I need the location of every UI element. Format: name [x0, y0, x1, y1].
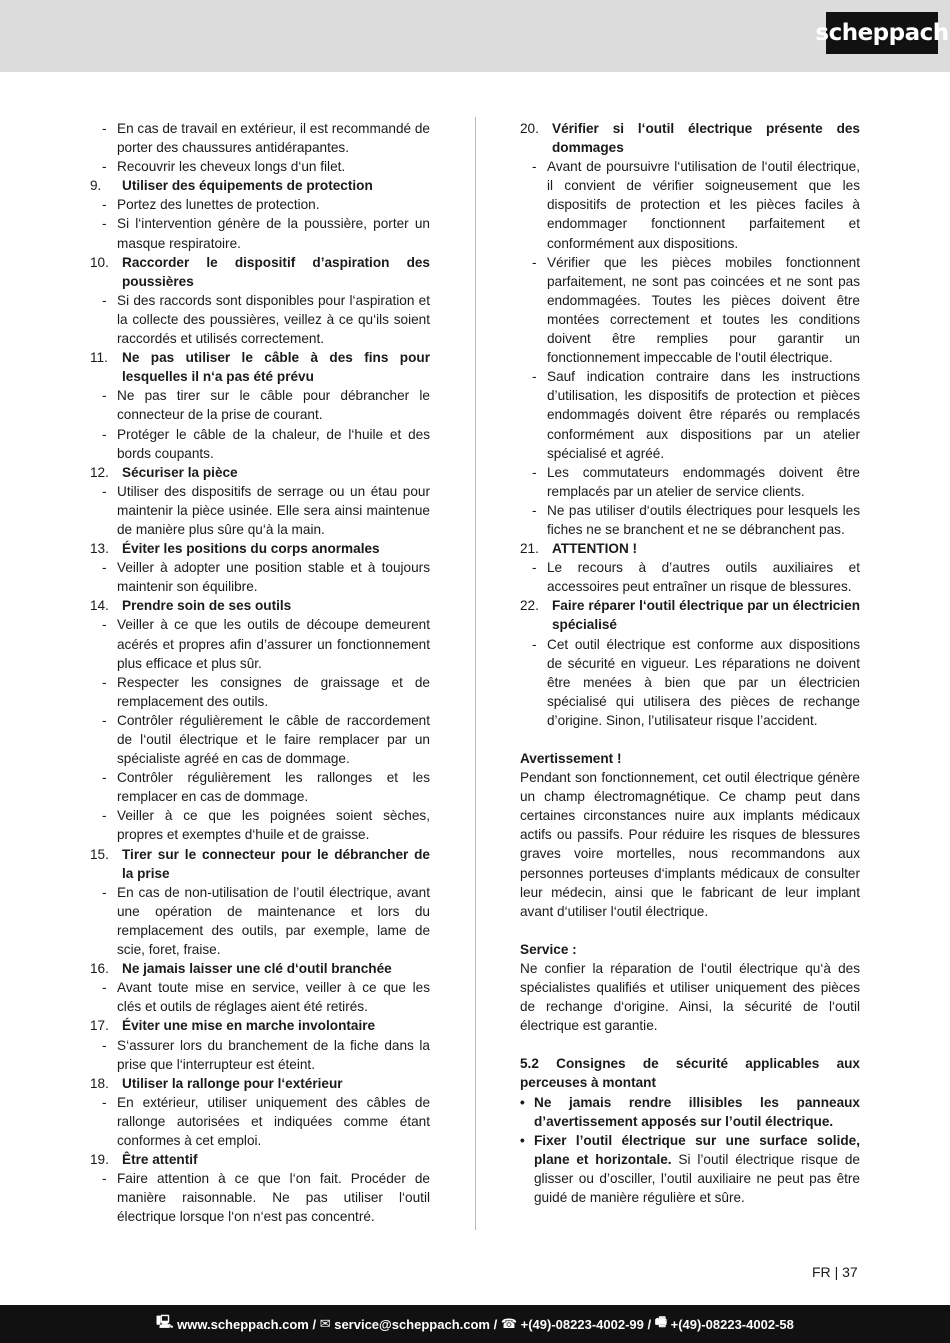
footer-fax: +(49)-08223-4002-58: [670, 1316, 794, 1332]
bullet-point: [90, 119, 430, 157]
bullet-point-text: Veiller à ce que les poignées soient sèches, propres et exemptes d‘huile et de graisse.: [117, 808, 430, 843]
bullet-point: [90, 291, 430, 348]
dash-marker: -: [102, 1171, 107, 1187]
dash-marker: -: [102, 712, 107, 728]
item-title: Utiliser des équipements de protection: [122, 178, 373, 194]
bullet-point: [90, 386, 430, 424]
numbered-item-heading: [520, 119, 860, 157]
bullet-point-text: Utiliser des dispositifs de serrage ou un étau pour maintenir la pièce usinée. Elle sera ainsi maintenue de manière plus sûre qu‘à la main.: [117, 483, 430, 537]
dash-marker: -: [102, 808, 107, 824]
dash-marker: -: [532, 369, 537, 385]
footer-email-link[interactable]: service@scheppach.com: [334, 1316, 490, 1332]
item-number: 13.: [90, 541, 109, 557]
brand-logo: scheppach: [826, 12, 938, 54]
page-separator: |: [834, 1264, 839, 1280]
item-number: 16.: [90, 961, 109, 977]
item-title: Utiliser la rallonge pour l‘extérieur: [122, 1075, 343, 1091]
service-title: Service :: [520, 941, 577, 957]
warning-title: Avertissement !: [520, 751, 622, 766]
bullet-point: [520, 157, 860, 252]
computer-icon: 🖳: [156, 1314, 178, 1329]
bullet-point-text: Vérifier que les pièces mobiles fonctionnent parfaitement, ne sont pas coincées et ne sont pas endommagées. Toutes les pièces doivent être montées correctement et toutes les conditions doivent être remplies pour garantir un fonctionnement impeccable de l‘outil électrique.: [547, 254, 860, 366]
item-number: 12.: [90, 464, 109, 480]
dash-marker: -: [102, 483, 107, 499]
item-number: 17.: [90, 1018, 109, 1034]
numbered-item-heading: [90, 1016, 430, 1035]
bullet-point: [90, 214, 430, 252]
service-text: Ne confier la réparation de l‘outil électrique qu‘à des spécialistes qualifiés et utiliser uniquement des pièces de rechange d‘origine. Ainsi, la sécurité de l‘outil électrique est garantie.: [520, 960, 860, 1034]
dash-marker: -: [102, 1037, 107, 1053]
numbered-item-heading: [90, 596, 430, 615]
bullet-point: [520, 635, 860, 730]
mail-icon: ✉: [319, 1316, 335, 1331]
bullet-point: [90, 558, 430, 596]
footer-separator: /: [489, 1316, 501, 1332]
dash-marker: -: [102, 1094, 107, 1110]
dash-marker: -: [102, 159, 107, 175]
bullet-point: [520, 367, 860, 462]
item-number: 11.: [90, 350, 108, 366]
bullet-point: [90, 1093, 430, 1150]
footer-phone: +(49)-08223-4002-99: [520, 1316, 644, 1332]
bullet-point-text: Si des raccords sont disponibles pour l‘aspiration et la collecte des poussières, veillez à ce qu‘ils soient raccordés et utilisés correctement.: [117, 292, 430, 347]
bullet-point-text: Avant de poursuivre l‘utilisation de l‘outil électrique, il convient de vérifier soigneusement que les dispositifs de protection et les pièces faciles à endommager fonctionnent parfaitement et conformément aux dispositions.: [547, 159, 860, 251]
bullet-point: [90, 883, 430, 959]
bullet-point-text: Contrôler régulièrement le câble de raccordement de l‘outil électrique et le faire remplacer par un spécialiste agréé en cas de dommage.: [117, 712, 430, 767]
item-title: ATTENTION !: [552, 541, 638, 557]
numbered-item-heading: [90, 1074, 430, 1093]
numbered-item-heading: [90, 463, 430, 482]
bullet-point-text: Faire attention à ce que l‘on fait. Procéder de manière raisonnable. Ne pas utiliser l‘outil électrique lorsque l‘on n‘est pas concentré.: [117, 1171, 430, 1225]
bullet-text: [534, 1131, 860, 1207]
item-title: Ne jamais laisser une clé d‘outil branchée: [122, 961, 392, 977]
dash-marker: -: [532, 254, 537, 270]
bullet-point-text: Ne pas tirer sur le câble pour débrancher le connecteur de la prise de courant.: [117, 388, 430, 423]
item-title: Tirer sur le connecteur pour le débrancher de la prise: [122, 846, 430, 881]
numbered-item-heading: [90, 176, 430, 195]
bullet-point-text: S‘assurer lors du branchement de la fiche dans la prise que l‘interrupteur est éteint.: [117, 1037, 430, 1072]
dash-marker: -: [102, 216, 107, 232]
bullet-point-text: Cet outil électrique est conforme aux dispositions de sécurité en vigueur. Les réparations ne doivent être menées à bien que par un électricien spécialisé qui utilisera des pièces de rechange d’origine. Sinon, l’utilisateur risque l’accident.: [547, 636, 860, 728]
item-title: Éviter les positions du corps anormales: [122, 541, 380, 557]
bullet-point: [90, 615, 430, 672]
numbered-item-heading: [90, 539, 430, 558]
left-column: [90, 119, 430, 1226]
column-divider: [475, 117, 476, 1230]
bullet-point: [90, 768, 430, 806]
bullet-icon: •: [520, 1132, 525, 1148]
bullet-point: [90, 195, 430, 214]
bullet-point: [90, 482, 430, 539]
item-number: 10.: [90, 254, 109, 270]
phone-icon: ☎: [500, 1316, 521, 1331]
item-title: Éviter une mise en marche involontaire: [122, 1018, 376, 1034]
item-title: Vérifier si l‘outil électrique présente des dommages: [552, 121, 860, 156]
dash-marker: -: [102, 980, 107, 996]
bullet-point-text: Avant toute mise en service, veiller à ce que les clés et outils de réglages aient été retirés.: [117, 980, 430, 1015]
item-title: Être attentif: [122, 1152, 198, 1168]
dash-marker: -: [102, 121, 107, 136]
dash-marker: -: [102, 388, 107, 404]
page-number-value: 37: [842, 1264, 858, 1280]
item-number: 22.: [520, 598, 539, 614]
footer-separator: /: [308, 1316, 320, 1332]
bullet-point-text: Protéger le câble de la chaleur, de l‘huile et des bords coupants.: [117, 426, 430, 461]
bullet-bold-text: Fixer l’outil électrique sur une surface solide, plane et horizontale.: [534, 1132, 860, 1167]
dash-marker: -: [102, 560, 107, 576]
warning-text: Pendant son fonctionnement, cet outil électrique génère un champ électromagnétique. Ce champ peut dans certaines circonstances nuire aux implants médicaux actifs ou passifs. Pour réduire les risques de blessures graves voire mortelles, nous recommandons aux personnes porteuses d‘implants médicaux de consulter leur médecin, ainsi que le fabricant de leur implant avant d‘utiliser l‘outil électrique.: [520, 770, 860, 919]
item-number: 19.: [90, 1152, 109, 1168]
bullet-point-text: Recouvrir les cheveux longs d‘un filet.: [117, 159, 346, 175]
page-number: [812, 1264, 858, 1280]
dash-marker: -: [532, 636, 537, 652]
numbered-item-heading: [90, 959, 430, 978]
bullet-point-text: Veiller à adopter une position stable et à toujours maintenir son équilibre.: [117, 560, 430, 595]
dash-marker: -: [102, 770, 107, 786]
item-title: Ne pas utiliser le câble à des fins pour lesquelles il n‘a pas été prévu: [122, 350, 430, 385]
bullet-point-text: Les commutateurs endommagés doivent être remplacés par un atelier de service clients.: [547, 464, 860, 499]
section-heading: 5.2 Consignes de sécurité applicables aux perceuses à montant: [520, 1056, 860, 1091]
dash-marker: -: [102, 617, 107, 633]
footer-separator: /: [643, 1316, 655, 1332]
bullet-point-text: Veiller à ce que les outils de découpe demeurent acérés et propres afin d’assurer un fonctionnement plus efficace et plus sûr.: [117, 617, 430, 671]
bullet-point: [520, 558, 860, 596]
footer-website-link[interactable]: www.scheppach.com: [177, 1316, 309, 1332]
numbered-item-heading: [520, 596, 860, 634]
numbered-item-heading: [90, 845, 430, 883]
dash-marker: -: [532, 464, 537, 480]
bullet-point-text: Respecter les consignes de graissage et de remplacement des outils.: [117, 674, 430, 709]
bullet-point-text: En cas de travail en extérieur, il est recommandé de porter des chaussures antidérapantes.: [117, 121, 430, 156]
bullet-plain-text: Si l’outil électrique risque de glisser ou d’osciller, l’outil auxiliaire ne peut pas être guidé de manière régulière et sûre.: [534, 1151, 860, 1205]
bullet-item: [520, 1093, 860, 1131]
bullet-icon: •: [520, 1094, 525, 1110]
bullet-point-text: Sauf indication contraire dans les instructions d’utilisation, les dispositifs de protection et pièces endommagés doivent être réparés ou remplacés conformément aux dispositions par un atelier spécialisé et agréé.: [547, 369, 860, 461]
bullet-point: [90, 711, 430, 768]
bullet-point: [90, 1036, 430, 1074]
dash-marker: -: [532, 560, 537, 576]
dash-marker: -: [102, 884, 107, 900]
item-title: Prendre soin de ses outils: [122, 598, 292, 614]
bullet-point: [520, 253, 860, 368]
bullet-point: [90, 806, 430, 844]
fax-icon: 🖷: [654, 1314, 671, 1329]
bullet-point-text: Portez des lunettes de protection.: [117, 197, 320, 213]
bullet-point: [90, 978, 430, 1016]
bullet-point-text: En cas de non-utilisation de l’outil électrique, avant une opération de maintenance et lors du remplacement des outils, par exemple, lame de scie, foret, fraise.: [117, 884, 430, 958]
bullet-point-text: En extérieur, utiliser uniquement des câbles de rallonge autorisées et indiquées comme étant conformes à cet emploi.: [117, 1094, 430, 1148]
bullet-point: [520, 463, 860, 501]
numbered-item-heading: [520, 539, 860, 558]
bullet-point: [90, 673, 430, 711]
footer-bar: [0, 1305, 950, 1343]
numbered-item-heading: [90, 348, 430, 386]
bullet-text: Ne jamais rendre illisibles les panneaux d’avertissement apposés sur l’outil électrique.: [534, 1094, 860, 1129]
bullet-item: [520, 1131, 860, 1207]
item-title: Sécuriser la pièce: [122, 464, 238, 480]
dash-marker: -: [102, 674, 107, 690]
dash-marker: -: [102, 197, 107, 213]
dash-marker: -: [532, 159, 537, 175]
right-column: [520, 119, 860, 1207]
bullet-point: [520, 501, 860, 539]
bullet-point: [90, 1169, 430, 1226]
item-number: 18.: [90, 1075, 109, 1091]
bullet-point: [90, 425, 430, 463]
item-title: Raccorder le dispositif d’aspiration des poussières: [122, 254, 430, 289]
page-language: FR: [812, 1264, 831, 1280]
item-number: 15.: [90, 846, 109, 862]
item-number: 21.: [520, 541, 539, 557]
item-number: 20.: [520, 121, 539, 136]
bullet-point-text: Le recours à d’autres outils auxiliaires et accessoires peut entraîner un risque de blessures.: [547, 560, 860, 595]
dash-marker: -: [102, 292, 107, 308]
bullet-point-text: Contrôler régulièrement les rallonges et les remplacer en cas de dommage.: [117, 770, 430, 805]
dash-marker: -: [532, 502, 537, 518]
numbered-item-heading: [90, 1150, 430, 1169]
item-number: 9.: [90, 178, 102, 194]
bullet-point: [90, 157, 430, 176]
numbered-item-heading: [90, 253, 430, 291]
dash-marker: -: [102, 426, 107, 442]
item-title: Faire réparer l‘outil électrique par un électricien spécialisé: [552, 598, 860, 633]
bullet-point-text: Si l‘intervention génère de la poussière, porter un masque respiratoire.: [117, 216, 430, 251]
header-bar: [0, 0, 950, 72]
bullet-point-text: Ne pas utiliser d‘outils électriques pour lesquels les fiches ne se branchent et ne se débranchent pas.: [547, 502, 860, 537]
item-number: 14.: [90, 598, 109, 614]
